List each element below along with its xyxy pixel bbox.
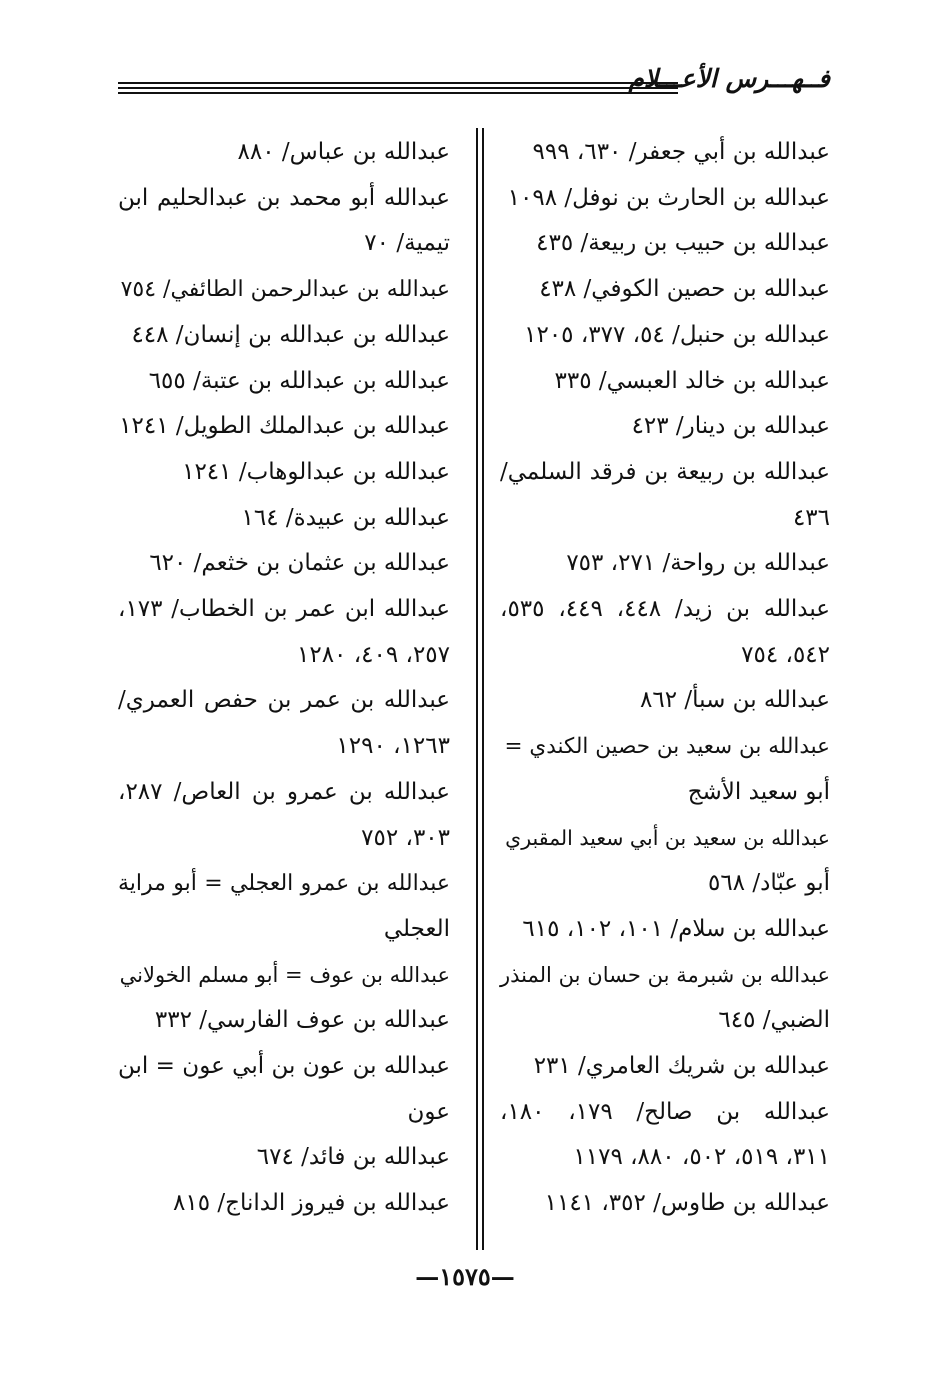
header-rule [118,82,678,84]
index-column-right [500,130,830,1227]
index-entry-continuation: ٣٠٣، ٧٥٢ [361,824,450,851]
index-entry: عبدالله بن حصين الكوفي/ ٤٣٨ [539,276,830,303]
index-entry-continuation: ٥٤٢، ٧٥٤ [741,641,830,668]
index-entry-continuation: أبو سعيد الأشج [687,778,830,805]
header-rule [118,92,678,94]
index-entry: عبدالله بن عبيدة/ ١٦٤ [241,504,450,531]
index-entry: عبدالله بن ربيعة بن فرقد السلمي/ [500,458,830,485]
index-entry: عبدالله بن حبيب بن ربيعة/ ٤٣٥ [536,230,830,257]
index-entry: عبدالله بن عمرو العجلي = أبو مراية [118,871,450,897]
index-entry: عبدالله بن شبرمة بن حسان بن المنذر [500,962,830,987]
index-entry: عبدالله بن عمر بن حفص العمري/ [118,687,450,714]
index-entry: عبدالله بن عبدالرحمن الطائفي/ ٧٥٤ [120,277,450,303]
index-entry-continuation: ١٢٦٣، ١٢٩٠ [336,733,450,760]
index-entry: عبدالله بن طاوس/ ٣٥٢، ١١٤١ [544,1190,830,1217]
header-rule [118,87,678,89]
index-entry: عبدالله بن سعيد بن أبي سعيد المقبري [505,825,830,850]
index-entry: عبدالله بن صالح/ ١٧٩، ١٨٠، [500,1098,830,1125]
index-entry: عبدالله أبو محمد بن عبدالحليم ابن [118,184,450,211]
index-entry-continuation: العجلي [383,915,450,942]
index-entry: عبدالله بن عون بن أبي عون = ابن [118,1053,450,1080]
index-entry-continuation: أبو عبّاد/ ٥٦٨ [707,870,830,897]
running-header [118,62,830,106]
index-column-left [118,130,450,1227]
column-divider [476,128,478,1250]
index-entry-continuation: ٣١١، ٥١٩، ٥٠٢، ٨٨٠، ١١٧٩ [573,1144,830,1171]
index-entry: عبدالله بن خالد العبسي/ ٣٣٥ [554,367,830,394]
index-entry: عبدالله بن سبأ/ ٨٦٢ [640,687,830,714]
index-entry-continuation: الضبي/ ٦٤٥ [718,1007,830,1034]
header-title: فــهـــرس الأعـــلام [628,64,830,93]
index-entry: عبدالله بن عبدالله بن إنسان/ ٤٤٨ [131,321,450,348]
index-entry: عبدالله بن عثمان بن خثعم/ ٦٢٠ [149,550,450,577]
page-number: —١٥٧٥— [415,1262,515,1291]
index-entry: عبدالله بن عوف = أبو مسلم الخولاني [119,962,450,987]
index-entry: عبدالله بن عبدالوهاب/ ١٢٤١ [182,458,450,485]
index-entry: عبدالله بن عمرو بن العاص/ ٢٨٧، [118,778,450,805]
column-divider [482,128,484,1250]
index-entry-continuation: تيمية/ ٧٠ [364,230,450,257]
index-entry: عبدالله بن فائد/ ٦٧٤ [256,1144,450,1171]
index-entry: عبدالله ابن عمر بن الخطاب/ ١٧٣، [118,596,450,623]
index-entry-continuation: ٢٥٧، ٤٠٩، ١٢٨٠ [296,641,450,668]
index-entry: عبدالله بن زيد/ ٤٤٨، ٤٤٩، ٥٣٥، [500,596,830,623]
index-entry: عبدالله بن شريك العامري/ ٢٣١ [533,1053,830,1080]
index-entry: عبدالله بن سعيد بن حصين الكندي = [504,734,830,760]
index-entry: عبدالله بن عبدالملك الطويل/ ١٢٤١ [119,413,450,440]
index-entry-continuation: ٤٣٦ [792,504,830,531]
index-entry: عبدالله بن فيروز الداناج/ ٨١٥ [172,1190,450,1217]
index-entry: عبدالله بن سلام/ ١٠١، ١٠٢، ٦١٥ [522,915,830,942]
index-entry: عبدالله بن عباس/ ٨٨٠ [237,139,450,165]
index-entry: عبدالله بن حنبل/ ٥٤، ٣٧٧، ١٢٠٥ [524,321,830,348]
index-entry: عبدالله بن أبي جعفر/ ٦٣٠، ٩٩٩ [532,139,830,165]
index-entry: عبدالله بن رواحة/ ٢٧١، ٧٥٣ [566,550,830,577]
index-entry: عبدالله بن عوف الفارسي/ ٣٣٢ [154,1007,450,1034]
index-entry-continuation: عون [407,1098,450,1125]
index-entry: عبدالله بن عبدالله بن عتبة/ ٦٥٥ [148,367,450,394]
index-entry: عبدالله بن دينار/ ٤٢٣ [631,413,830,440]
index-entry: عبدالله بن الحارث بن نوفل/ ١٠٩٨ [507,184,830,211]
